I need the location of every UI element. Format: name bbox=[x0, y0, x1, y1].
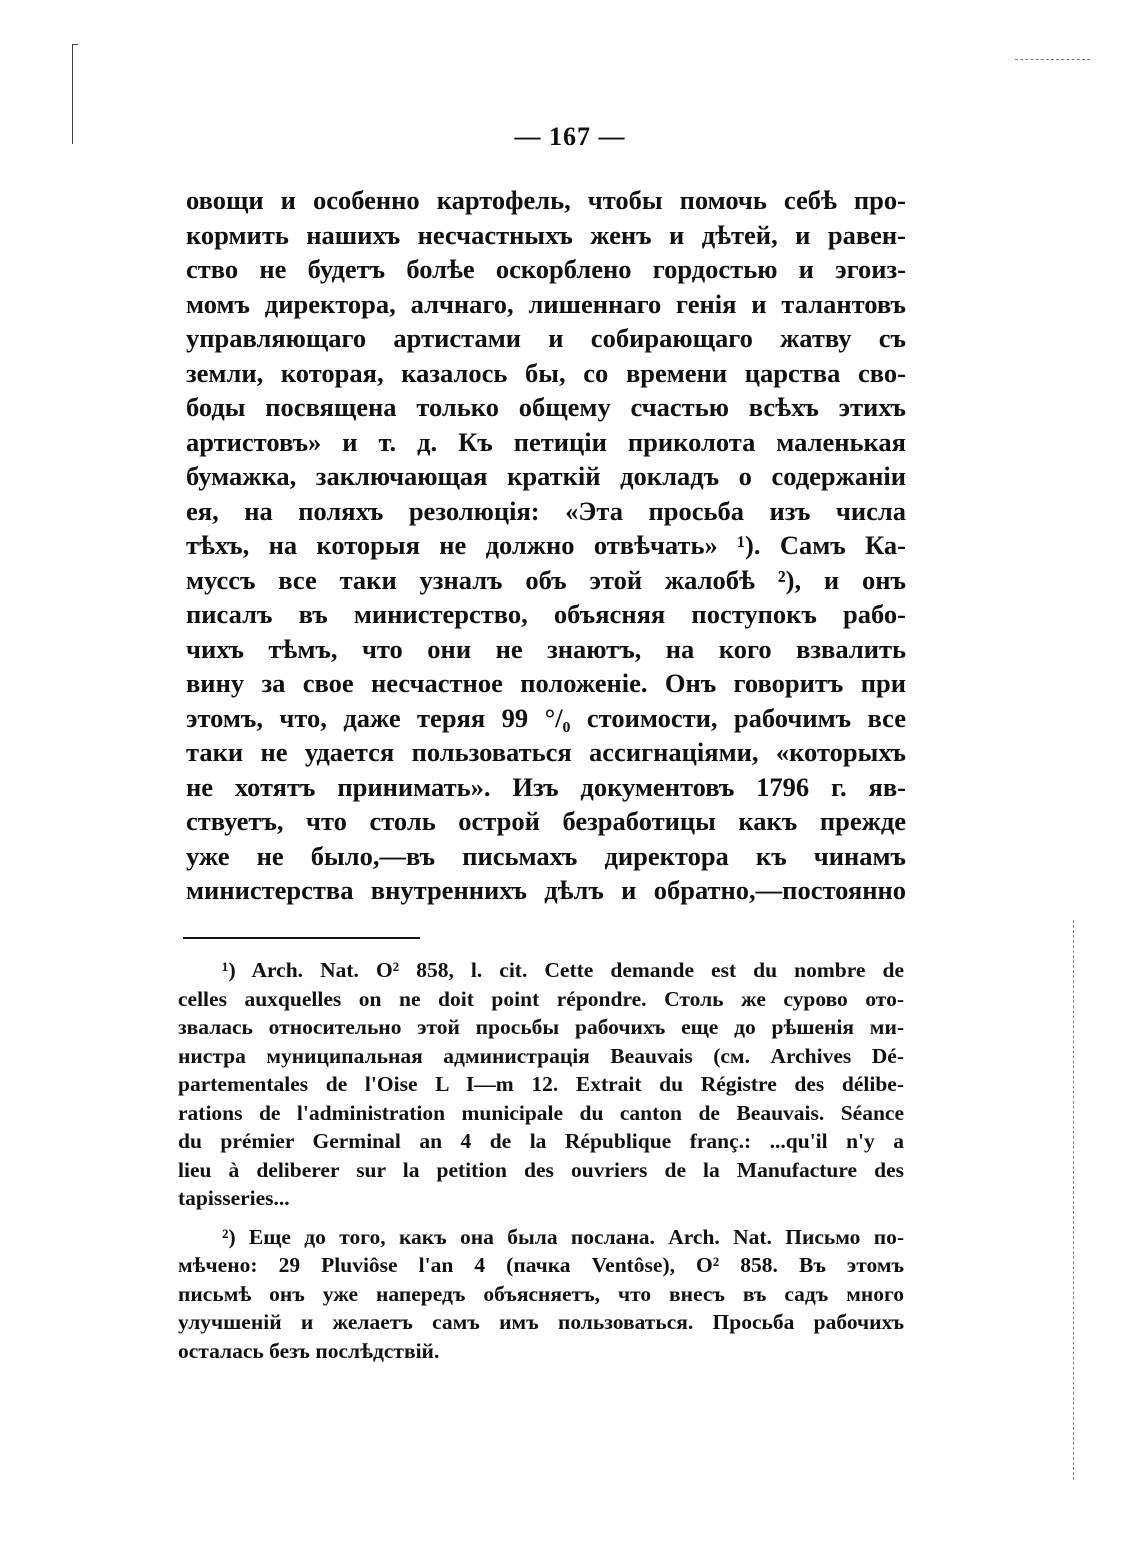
text-line: кормить нашихъ несчастныхъ женъ и дѣтей, и равен- bbox=[186, 219, 906, 250]
footnote-line: звалась относительно этой просьбы рабочихъ еще до рѣшенія ми- bbox=[178, 1015, 904, 1039]
text-line: писалъ въ министерство, объясняя поступокъ рабо- bbox=[186, 599, 906, 629]
text-line: момъ директора, алчнаго, лишеннаго генія и талантовъ bbox=[186, 288, 906, 319]
footnote-line: ¹) Arch. Nat. O² 858, l. cit. Cette demande est du nombre de bbox=[222, 958, 904, 982]
footnote-line: осталась безъ послѣдствій. bbox=[178, 1338, 440, 1363]
page-edge-mark-right bbox=[1073, 920, 1074, 1480]
footnote-divider bbox=[183, 937, 420, 939]
footnote-1 bbox=[178, 956, 904, 1213]
text-line: артистовъ» и т. д. Къ петиціи приколота маленькая bbox=[186, 426, 906, 457]
text-line: вину за свое несчастное положеніе. Онъ говоритъ при bbox=[186, 668, 906, 698]
text-line: боды посвящена только общему счастью всѣхъ этихъ bbox=[186, 392, 906, 422]
footnote-line: нистра муниципальная администрація Beauvais (см. Archives Dé- bbox=[178, 1043, 904, 1068]
main-text bbox=[186, 183, 906, 908]
text-line: чихъ тѣмъ, что они не знаютъ, на кого взвалить bbox=[186, 633, 906, 664]
footnote-line: tapisseries... bbox=[178, 1186, 290, 1210]
text-line: не хотятъ принимать». Изъ документовъ 1796 г. яв- bbox=[186, 771, 906, 802]
text-line: таки не удается пользоваться ассигнаціями, «которыхъ bbox=[186, 737, 906, 767]
page-edge-mark-top-right bbox=[1015, 59, 1090, 60]
footnote-line: rations de l'administration municipale du canton de Beauvais. Séance bbox=[178, 1100, 904, 1125]
footnote-2 bbox=[178, 1223, 904, 1366]
footnote-line: partementales de l'Oise L I—m 12. Extrait du Régistre des délibe- bbox=[178, 1072, 904, 1096]
text-line: муссъ все таки узналъ объ этой жалобѣ ²), и онъ bbox=[186, 564, 906, 595]
footnote-line: du prémier Germinal an 4 de la République franç.: ...qu'il n'y a bbox=[178, 1129, 904, 1153]
text-line: управляющаго артистами и собирающаго жатву съ bbox=[186, 323, 906, 353]
footnote-line: celles auxquelles on ne doit point répondre. Столь же сурово ото- bbox=[178, 986, 904, 1011]
footnote-line: улучшеній и желаетъ самъ имъ пользоваться. Просьба рабочихъ bbox=[178, 1310, 904, 1334]
text-line: ея, на поляхъ резолюція: «Эта просьба изъ числа bbox=[186, 495, 906, 526]
footnotes bbox=[178, 956, 904, 1365]
text-line: бумажка, заключающая краткій докладъ о содержаніи bbox=[186, 461, 906, 491]
footnote-line: lieu à deliberer sur la petition des ouvriers de la Manufacture des bbox=[178, 1157, 904, 1182]
text-line: уже не было,—въ письмахъ директора къ чинамъ bbox=[186, 840, 906, 871]
text-line: овощи и особенно картофель, чтобы помочь себѣ про- bbox=[186, 185, 906, 215]
text-line: тѣхъ, на которыя не должно отвѣчать» ¹). Самъ Ка- bbox=[186, 530, 906, 560]
text-line: ство не будетъ болѣе оскорблено гордостью и эгоиз- bbox=[186, 254, 906, 284]
footnote-line: мѣчено: 29 Pluviôse l'an 4 (пачка Ventôse), O² 858. Въ этомъ bbox=[178, 1253, 904, 1277]
page-edge-tick-left bbox=[72, 44, 78, 45]
page-number: — 167 — bbox=[514, 122, 626, 151]
footnote-line: ²) Еще до того, какъ она была послана. Arch. Nat. Письмо по- bbox=[222, 1224, 904, 1249]
footnote-gap bbox=[178, 1213, 904, 1223]
text-line: этомъ, что, даже теряя 99 °/₀ стоимости, рабочимъ все bbox=[186, 702, 906, 733]
footnote-line: письмѣ онъ уже напередъ объясняетъ, что внесъ въ садъ много bbox=[178, 1281, 904, 1306]
text-line: земли, которая, казалось бы, со времени царства сво- bbox=[186, 357, 906, 388]
text-line: ствуетъ, что столь острой безработицы какъ прежде bbox=[186, 806, 906, 836]
text-line: министерства внутреннихъ дѣлъ и обратно,—постоянно bbox=[186, 875, 906, 905]
